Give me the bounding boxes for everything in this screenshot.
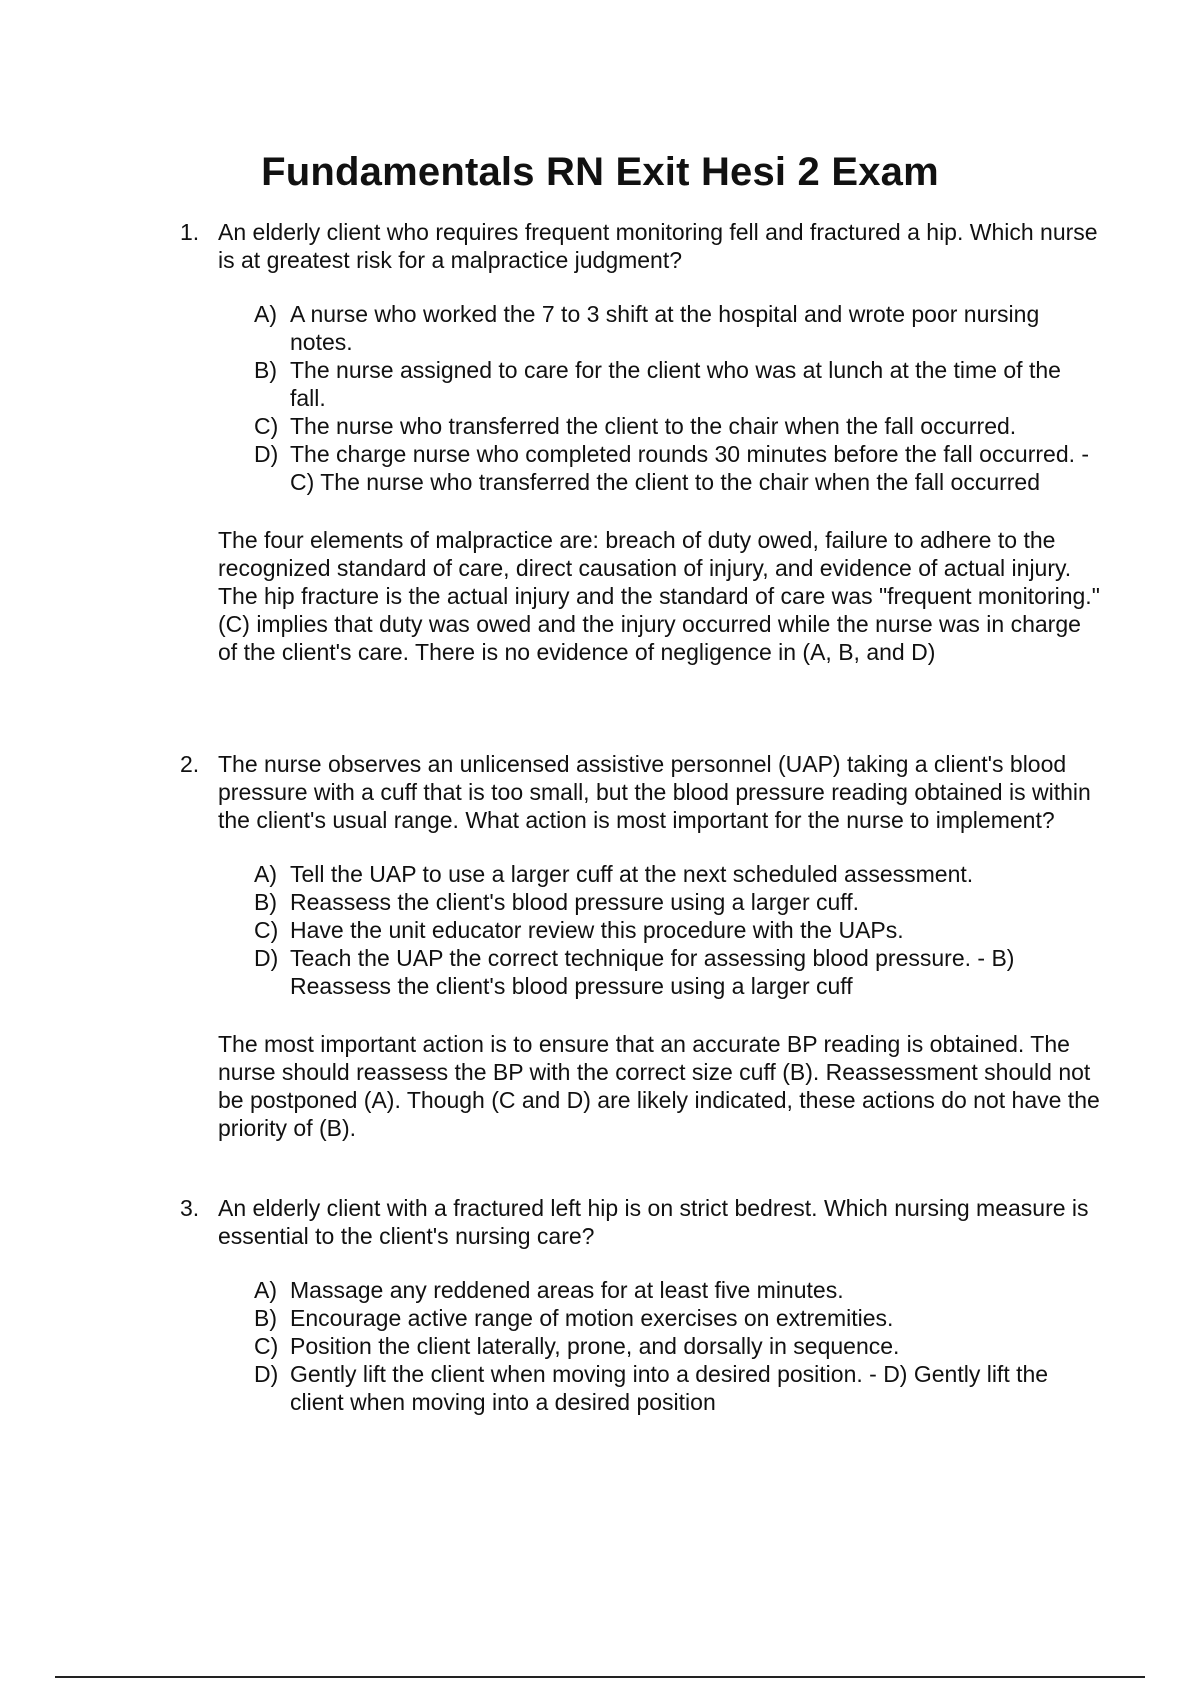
answer-option-b	[180, 1304, 1100, 1332]
option-text: Gently lift the client when moving into a desired position. - D) Gently lift the client when moving into a desired position	[290, 1361, 1049, 1415]
answer-option-a	[180, 1276, 1100, 1304]
question-number: 3.	[180, 1195, 200, 1221]
question-text: An elderly client with a fractured left hip is on strict bedrest. Which nursing measure is essential to the client's nursing care?	[218, 1195, 1089, 1249]
option-letter: C)	[254, 413, 279, 439]
answer-options	[180, 300, 1100, 496]
option-letter: D)	[254, 1361, 279, 1387]
option-text: Encourage active range of motion exercises on extremities.	[290, 1305, 894, 1331]
question-number: 2.	[180, 751, 200, 777]
answer-option-c	[180, 1332, 1100, 1360]
question-text: An elderly client who requires frequent monitoring fell and fractured a hip. Which nurse is at greatest risk for a malpractice judgment?	[218, 219, 1098, 273]
option-letter: B)	[254, 357, 277, 383]
answer-option-c	[180, 916, 1100, 944]
option-letter: B)	[254, 1305, 277, 1331]
option-text: The charge nurse who completed rounds 30 minutes before the fall occurred. - C) The nurse who transferred the client to the chair when the fall occurred	[290, 441, 1090, 495]
footer-divider	[55, 1676, 1145, 1678]
answer-option-d	[180, 1360, 1100, 1416]
option-text: Massage any reddened areas for at least five minutes.	[290, 1277, 844, 1303]
answer-options	[180, 1276, 1100, 1416]
question-2	[180, 750, 1100, 1142]
question-1	[180, 218, 1100, 666]
question-3	[180, 1194, 1100, 1416]
option-text: The nurse who transferred the client to the chair when the fall occurred.	[290, 413, 1017, 439]
option-text: Have the unit educator review this procedure with the UAPs.	[290, 917, 904, 943]
answer-option-d	[180, 944, 1100, 1000]
option-text: The nurse assigned to care for the client who was at lunch at the time of the fall.	[290, 357, 1061, 411]
answer-rationale: The four elements of malpractice are: breach of duty owed, failure to adhere to the recognized standard of care, direct causation of injury, and evidence of actual injury. The hip fracture is the actual injury and the standard of care was "frequent monitoring." (C) implies that duty was owed and the injury occurred while the nurse was in charge of the client's care. There is no evidence of negligence in (A, B, and D)	[218, 527, 1100, 665]
option-text: Teach the UAP the correct technique for assessing blood pressure. - B) Reassess the client's blood pressure using a larger cuff	[290, 945, 1015, 999]
option-letter: C)	[254, 1333, 279, 1359]
question-number: 1.	[180, 219, 200, 245]
answer-option-d	[180, 440, 1100, 496]
answer-options	[180, 860, 1100, 1000]
option-letter: A)	[254, 301, 277, 327]
answer-option-b	[180, 356, 1100, 412]
option-text: Reassess the client's blood pressure using a larger cuff.	[290, 889, 860, 915]
answer-option-c	[180, 412, 1100, 440]
answer-option-a	[180, 860, 1100, 888]
option-letter: D)	[254, 441, 279, 467]
option-text: Tell the UAP to use a larger cuff at the next scheduled assessment.	[290, 861, 974, 887]
page-title: Fundamentals RN Exit Hesi 2 Exam	[261, 150, 939, 194]
option-letter: B)	[254, 889, 277, 915]
answer-option-b	[180, 888, 1100, 916]
option-text: A nurse who worked the 7 to 3 shift at the hospital and wrote poor nursing notes.	[290, 301, 1040, 355]
option-text: Position the client laterally, prone, and dorsally in sequence.	[290, 1333, 900, 1359]
option-letter: A)	[254, 1277, 277, 1303]
answer-rationale: The most important action is to ensure that an accurate BP reading is obtained. The nurse should reassess the BP with the correct size cuff (B). Reassessment should not be postponed (A). Though (C and D) are likely indicated, these actions do not have the priority of (B).	[218, 1031, 1100, 1141]
option-letter: D)	[254, 945, 279, 971]
question-text: The nurse observes an unlicensed assistive personnel (UAP) taking a client's blood pressure with a cuff that is too small, but the blood pressure reading obtained is within the client's usual range. What action is most important for the nurse to implement?	[218, 751, 1091, 833]
answer-option-a	[180, 300, 1100, 356]
option-letter: C)	[254, 917, 279, 943]
option-letter: A)	[254, 861, 277, 887]
